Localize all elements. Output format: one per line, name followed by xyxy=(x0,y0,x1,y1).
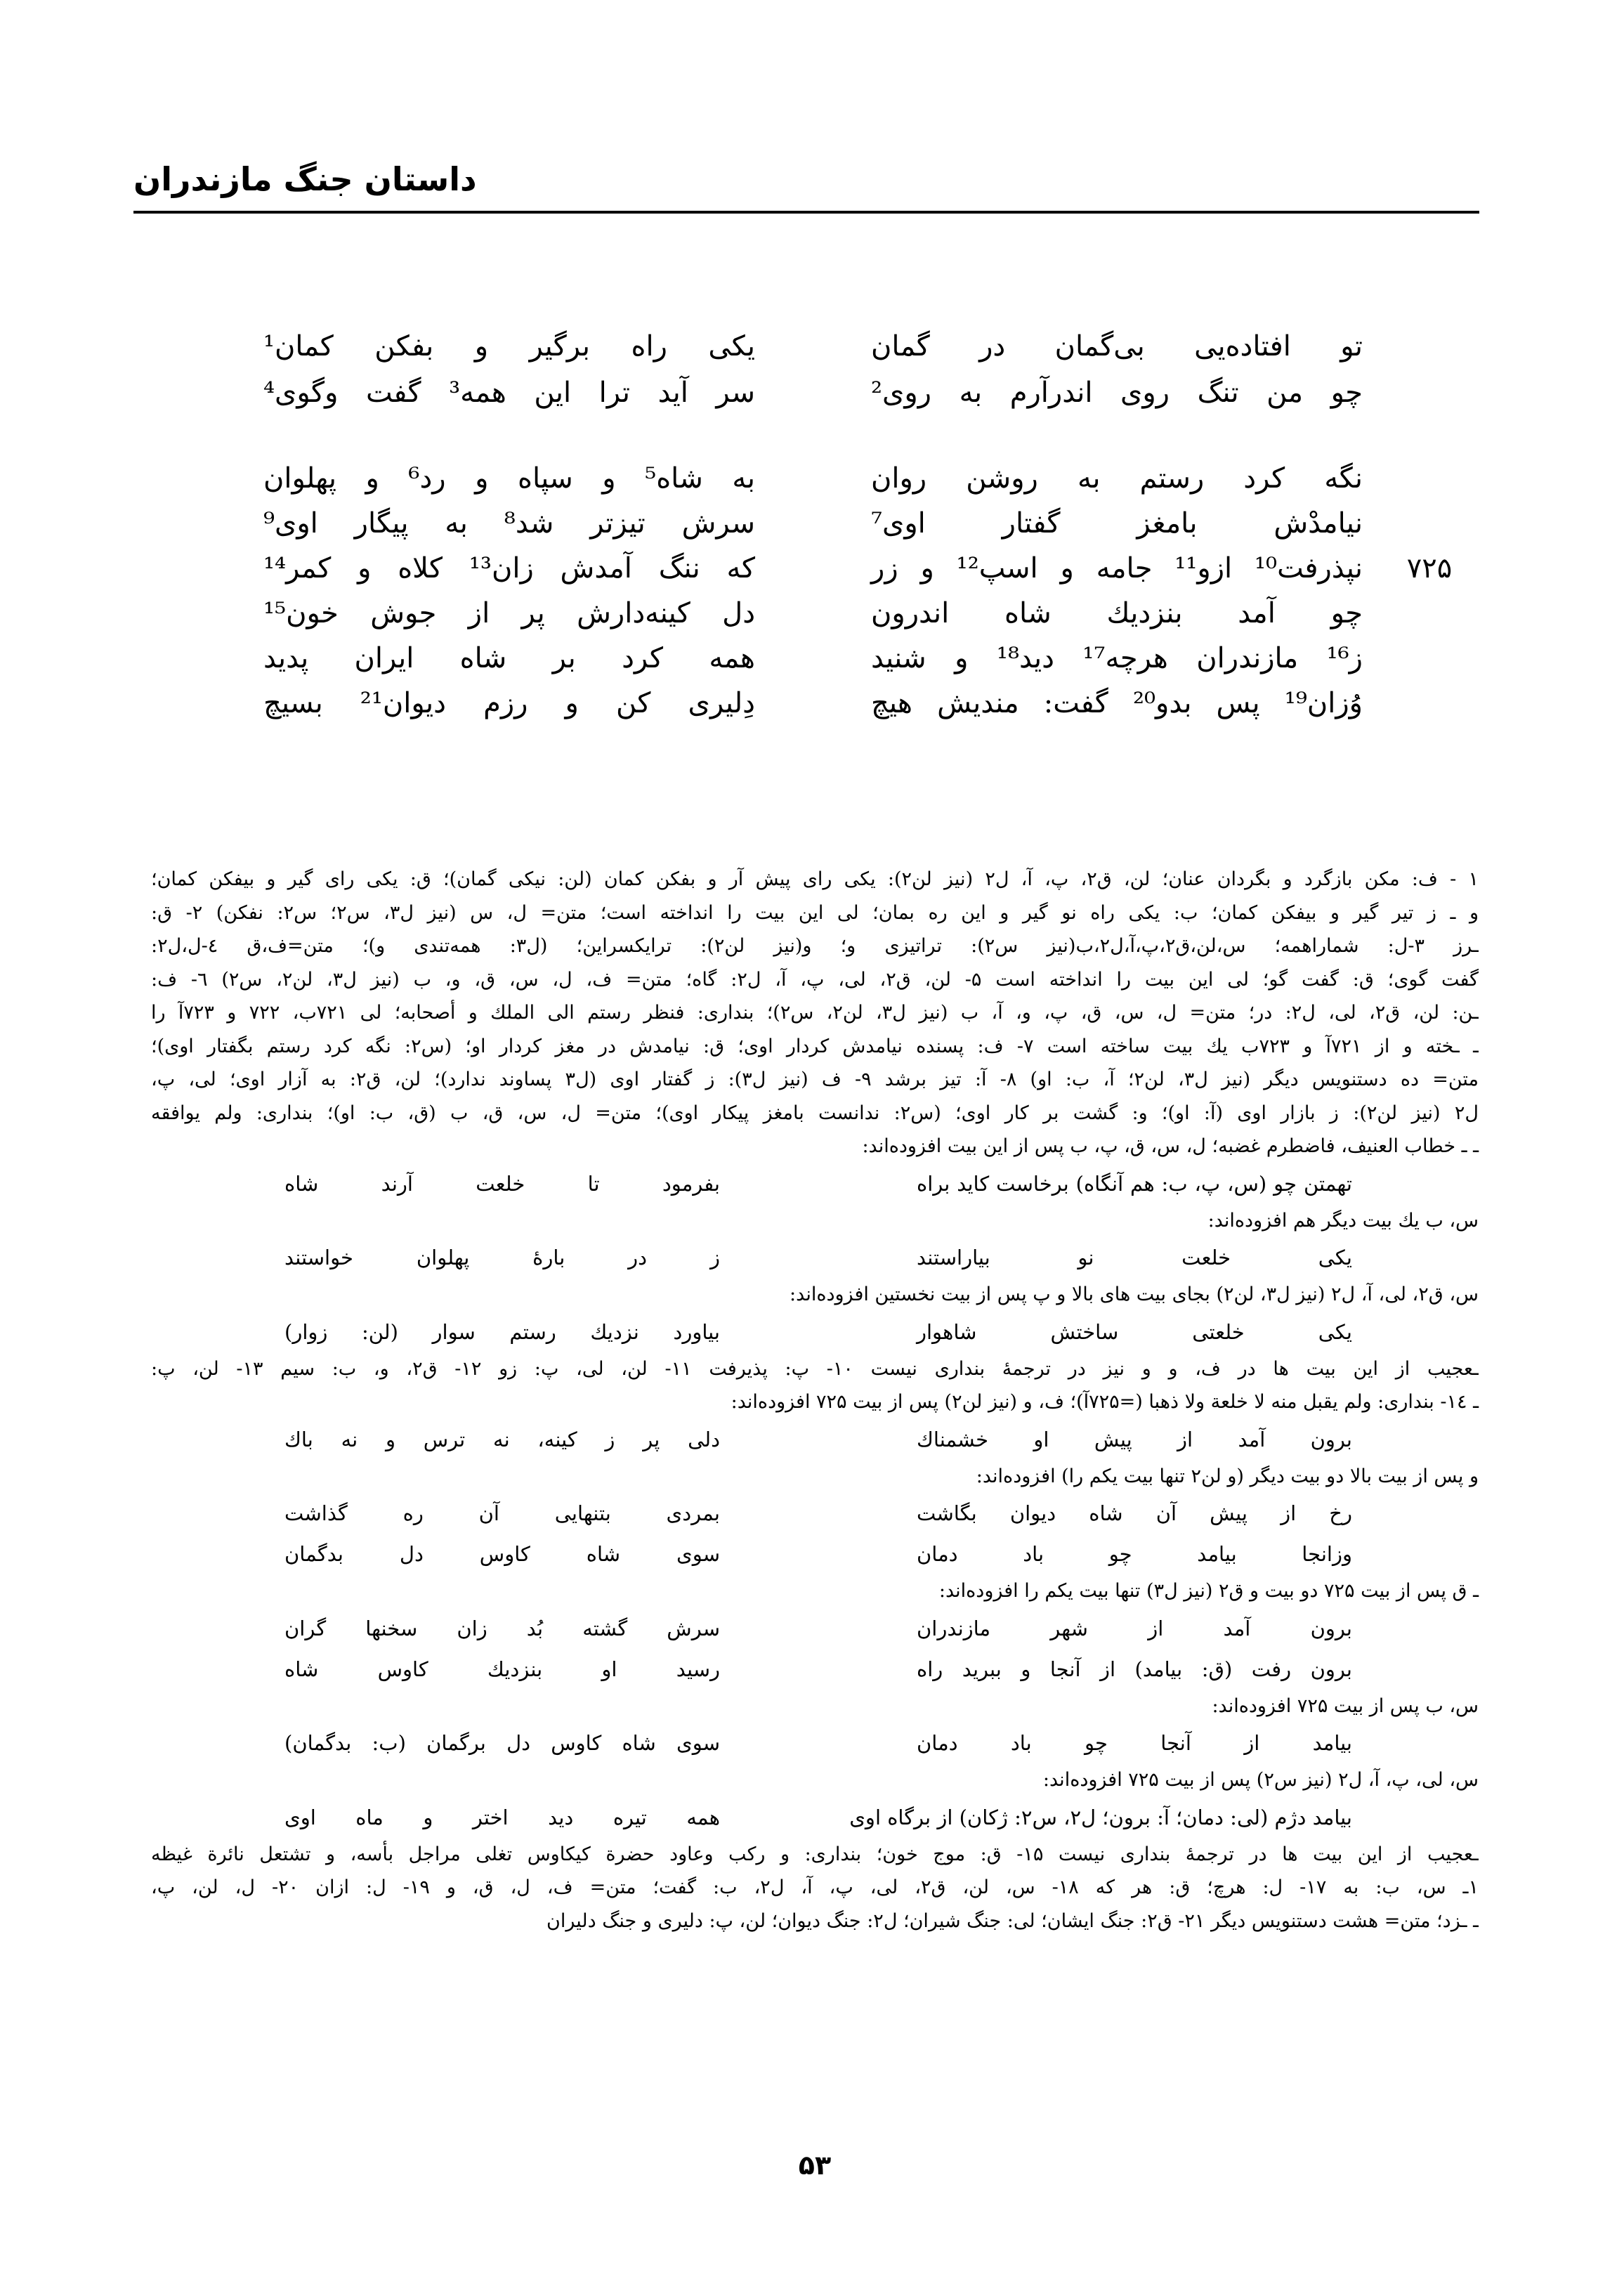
verse-line xyxy=(253,687,1461,732)
footnote-heading: ـ ـ خطاب العنیف، فاضطرم غضبه؛ ل، س، ق، پ، ب پس از این بیت افزوده‌اند: xyxy=(862,1135,1479,1157)
footnote-heading: س، ق۲، لی، آ، ل۲ (نیز ل۳، لن۲) بجای بیت های بالا و پ پس از بیت نخستین افزوده‌اند: xyxy=(790,1284,1479,1305)
footnote-verse-left: همه تیره دید اختر و ماه اوی xyxy=(284,1805,720,1829)
footnote-line: ل۲ (نیز لن۲): ز بازار اوی (آ: او)؛ و: گشت بر کار اوی؛ (س۲: ندانست بامغز پیکار اوی)؛ متن= ل، س، ق، ب (ق، ب: او)؛ بنداری: ولم یوافقه xyxy=(151,1102,1479,1124)
footnote-line: ـ ـزد؛ متن= هشت دستنویس دیگر ۲۱- ق۲: جنگ ایشان؛ لی: جنگ شیران؛ ل۲: جنگ دیوان؛ لن، پ: دلیری و جنگ دلیران xyxy=(546,1909,1479,1932)
footnote-verse-right: یکی خلعت نو بیاراستند xyxy=(917,1246,1352,1269)
footnote-verse-left: سوی شاه کاوس دل برگمان (ب: بدگمان) xyxy=(284,1731,720,1755)
verse-hemistich-left: یکی راه برگیر و بفکن کمان¹ xyxy=(263,330,755,363)
footnote-verse-right: بیامد دژم (لی: دمان؛ آ: برون؛ ل۲، س۲: ژکان) از برگاه اوی xyxy=(849,1805,1352,1829)
footnote-line: ۱ـ س، ب: به ۱۷- ل: هرچ؛ ق: هر که ۱۸- س، لن، ق۲، لی، پ، آ، ل۲، ب: گفت؛ متن= ف، ل، ق، و ۱۹- ل: ازان ۲۰- ل، لن، پ، xyxy=(151,1876,1479,1898)
footnote-line: ـ ـخته و از ۷۲۱آ و ۷۲۳ب یك بیت ساخته است ۷- ف: پسنده نیامدش کردار اوی؛ ق: نیامدش در مغز کردار او؛ (س۲: نگه کرد رستم بگفتار اوی)؛ xyxy=(151,1035,1479,1057)
footnote-verse-left: سرش گشته بُد زان سخنها گران xyxy=(284,1616,720,1640)
footnote-verse-left: ز در بارهٔ پهلوان خواستند xyxy=(284,1246,720,1269)
verse-line xyxy=(253,552,1461,597)
footnote-verse-left: سوی شاه کاوس دل بدگمان xyxy=(284,1542,720,1566)
verse-hemistich-left: سرش تیزتر شد⁸ به پیگار اوی⁹ xyxy=(263,507,755,540)
verse-hemistich-right: ز¹⁶ مازندران هرچه¹⁷ دید¹⁸ و شنید xyxy=(871,642,1363,674)
footnote-line: ـعجیب از این بیت ها در ف، و و نیز در ترجمهٔ بنداری نیست ۱۰- پ: پذیرفت ۱۱- لن، لی، پ: زو ۱۲- ق۲، و، ب: سیم ۱۳- لن، پ: xyxy=(151,1357,1479,1380)
footnote-heading: ـ ق پس از بیت ۷۲۵ دو بیت و ق۲ (نیز ل۳) تنها بیت یکم را افزوده‌اند: xyxy=(938,1580,1479,1602)
verse-line xyxy=(253,507,1461,552)
footnote-verse-left: بفرمود تا خلعت آرند شاه xyxy=(284,1171,720,1196)
verse-line xyxy=(253,330,1461,375)
footnote-verse-right: برون آمد از پیش او خشمناك xyxy=(917,1427,1352,1451)
footnote-heading: و پس از بیت بالا دو بیت دیگر (و لن۲ تنها بیت یکم را) افزوده‌اند: xyxy=(976,1465,1479,1487)
footnote-verse-left: رسید او بنزدیك کاوس شاه xyxy=(284,1657,720,1681)
footnote-line: ـعجیب از این بیت ها در ترجمهٔ بنداری نیست ۱۵- ق: موج خون؛ بنداری: و رکب وعاود حضرة کیکاوس تغلی مراجل بأسه، و تشتعل نائرة غیظه xyxy=(151,1843,1479,1865)
footnote-verse-right: یکی خلعتی ساختش شاهوار xyxy=(917,1319,1352,1344)
verse-line xyxy=(253,462,1461,507)
verse-hemistich-left: همه کرد بر شاه ایران پدید xyxy=(263,642,755,674)
verse-hemistich-right: نپذرفت¹⁰ ازو¹¹ جامه و اسپ¹² و زر xyxy=(871,552,1363,585)
footnote-verse xyxy=(151,1312,1479,1352)
footnote-line: گفت گوی؛ ق: گفت گو؛ لی این بیت را انداخته است ۵- لن، ق۲، لی، پ، آ، ل۲: گاه؛ متن= ف، ل، س، ق، و، ب (نیز ل۳، لن۲، س۲) ٦- ف: xyxy=(151,968,1479,991)
verse-hemistich-left: که ننگ آمدش زان¹³ کلاه و کمر¹⁴ xyxy=(263,552,755,585)
footnote-line: ـن: لن، ق۲، لی، ل۲: در؛ متن= ل، س، ق، پ، و، آ، ب (نیز ل۳، لن۲، س۲)؛ بنداری: فنظر رستم الی الملك و أصحابه؛ لی ۷۲۱ب، ۷۲۲ و ۷۲۳آ را xyxy=(151,1002,1479,1024)
footnote-verse-right: تهمتن چو (س، پ، ب: هم آنگاه) برخاست کاید براه xyxy=(917,1171,1352,1196)
verse-number: ۷۲۵ xyxy=(1406,552,1453,585)
footnote-verse xyxy=(151,1797,1479,1838)
verse-hemistich-right: نگه کرد رستم به روشن روان xyxy=(871,462,1363,495)
footnote-verse-right: برون آمد از شهر مازندران xyxy=(917,1616,1352,1640)
footnote-line: و ـ ز تیر گیر و بیفکن کمان؛ ب: یکی راه نو گیر و این ره بمان؛ لی این بیت را انداخته است؛ متن= ل، س (نیز ل۳، س۲؛ س۲: نفکن) ۲- ق: xyxy=(151,901,1479,924)
verse-hemistich-left: دل کینه‌دارش پر از جوش خون¹⁵ xyxy=(263,597,755,629)
footnote-verse xyxy=(151,1649,1479,1690)
page-number: ۵۳ xyxy=(798,2150,832,2181)
footnote-verse-right: رخ از پیش آن شاه دیوان بگاشت xyxy=(917,1501,1352,1525)
verse-hemistich-right: وُزان¹⁹ پس بدو²⁰ گفت: مندیش هیچ xyxy=(871,687,1363,719)
verse-hemistich-right: نیامدْش بامغز گفتار اوی⁷ xyxy=(871,507,1363,540)
verse-line xyxy=(253,642,1461,687)
footnote-line: ۱ - ف: مکن بازگرد و بگردان عنان؛ لن، ق۲، پ، آ، ل۲ (نیز لن۲): یکی رای پیش آر و بفکن کمان (لن: نیکی گمان)؛ ق: یکی رای گیر و بیفکن کمان؛ xyxy=(151,868,1479,890)
footnote-verse xyxy=(151,1419,1479,1460)
header-rule xyxy=(133,211,1479,214)
footnote-line: ـرز ۳-ل: شماراهمه؛ س،لن،ق۲،پ،آ،ل۲،ب(نیز س۲): تراتیزی و؛ و(نیز لن۲): ترایکسراین؛ (ل۳: همه‌تندی و)؛ متن=ف،ق ٤-ل،ل۲: xyxy=(151,935,1479,957)
footnote-heading: س، لی، پ، آ، ل۲ (نیز س۲) پس از بیت ۷۲۵ افزوده‌اند: xyxy=(1042,1769,1479,1791)
footnote-heading: س، ب یك بیت دیگر هم افزوده‌اند: xyxy=(1207,1209,1479,1232)
footnote-verse-right: وزانجا بیامد چو باد دمان xyxy=(917,1542,1352,1566)
verse-hemistich-right: تو افتاده‌یی بی‌گمان در گمان xyxy=(871,330,1363,363)
footnote-verse xyxy=(151,1534,1479,1574)
running-header-title: داستان جنگ مازندران xyxy=(133,160,477,198)
footnote-verse xyxy=(151,1723,1479,1763)
verse-line xyxy=(253,377,1461,422)
footnote-heading: س، ب پس از بیت ۷۲۵ افزوده‌اند: xyxy=(1212,1695,1479,1717)
footnote-line: متن= ده دستنویس دیگر (نیز ل۳، لن۲؛ آ، ب: او) ۸- آ: تیز برشد ۹- ف (نیز ل۳): ز گفتار اوی (ل۳ پساوند ندارد)؛ لن، ق۲: به آزار اوی؛ لی، پ، xyxy=(151,1069,1479,1090)
verse-hemistich-left: به شاه⁵ و سپاه و رد⁶ و پهلوان xyxy=(263,462,755,495)
footnote-verse-right: برون رفت (ق: بیامد) از آنجا و ببرید راه xyxy=(917,1657,1352,1681)
footnote-verse xyxy=(151,1163,1479,1204)
footnote-verse-left: بمردی بتنهایی آن ره گذاشت xyxy=(284,1501,720,1525)
verse-hemistich-left: سر آید ترا این همه³ گفت وگوی⁴ xyxy=(263,377,755,409)
footnote-verse-left: دلی پر ز کینه، نه ترس و نه باك xyxy=(284,1427,720,1451)
verse-hemistich-left: دِلیری کن و رزم دیوان²¹ بسیچ xyxy=(263,687,755,719)
footnote-verse-right: بیامد از آنجا چو باد دمان xyxy=(917,1731,1352,1755)
verse-line xyxy=(253,597,1461,642)
footnotes xyxy=(151,863,1479,1938)
footnote-heading: ـ ١٤- بنداری: ولم یقبل منه لا خلعة ولا ذهبا (=۷۲۵آ)؛ ف، و (نیز لن۲) پس از بیت ۷۲۵ افزوده‌اند: xyxy=(731,1391,1479,1413)
verse-hemistich-right: چو من تنگ روی اندرآرم به روی² xyxy=(871,377,1363,409)
footnote-verse xyxy=(151,1237,1479,1278)
footnote-verse xyxy=(151,1608,1479,1649)
footnote-verse-left: بیاورد نزدیك رستم سوار (لن: زوار) xyxy=(284,1319,720,1344)
verse-hemistich-right: چو آمد بنزدیك شاه اندرون xyxy=(871,597,1363,629)
footnote-verse xyxy=(151,1493,1479,1534)
